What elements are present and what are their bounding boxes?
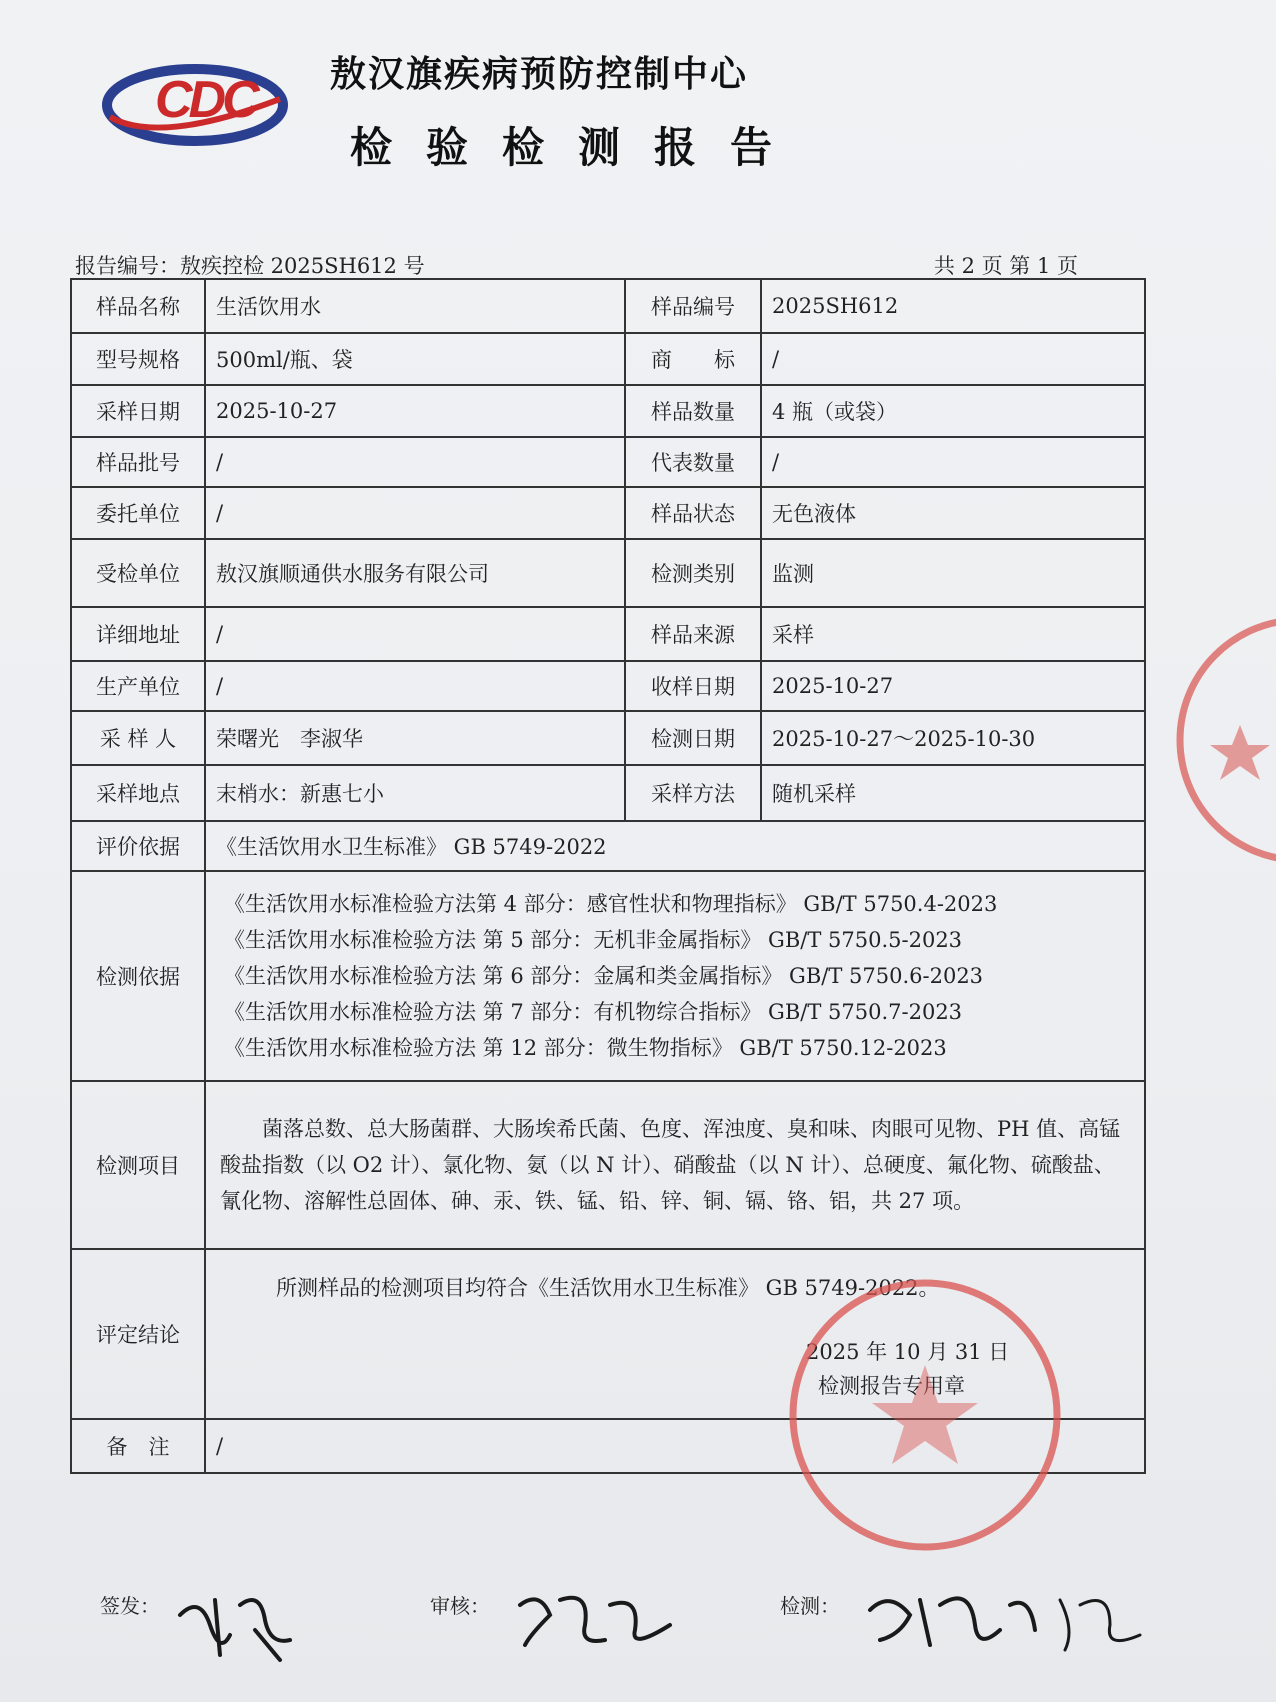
conclusion-text: 所测样品的检测项目均符合《生活饮用水卫生标准》 GB 5749-2022。 <box>276 1276 940 1300</box>
basis-line: 《生活饮用水标准检验方法 第 5 部分：无机非金属指标》 GB/T 5750.5-2023 <box>224 928 963 952</box>
field-label: 采样日期 <box>71 385 205 437</box>
field-label: 检测类别 <box>625 539 761 607</box>
field-label: 采样地点 <box>71 765 205 821</box>
field-label: 样品名称 <box>71 279 205 333</box>
items-value: 菌落总数、总大肠菌群、大肠埃希氏菌、色度、浑浊度、臭和味、肉眼可见物、PH 值、高锰酸盐指数（以 O2 计）、氯化物、氨（以 N 计）、硝酸盐（以 N 计）、总硬度、氟化物、硫酸盐、氰化物、溶解性总固体、砷、汞、铁、锰、铅、锌、铜、镉、铬、铝，共 27 项。 <box>205 1081 1145 1249</box>
field-value: / <box>205 661 625 711</box>
field-value: 2025-10-27 <box>761 661 1145 711</box>
info-row <box>71 279 1145 333</box>
reviewer-signature <box>510 1585 680 1655</box>
field-value: 4 瓶（或袋） <box>761 385 1145 437</box>
basis-line: 《生活饮用水标准检验方法 第 12 部分：微生物指标》 GB/T 5750.12-2023 <box>224 1036 947 1060</box>
evaluation-value: 《生活饮用水卫生标准》 GB 5749-2022 <box>205 821 1145 871</box>
field-value: 2025-10-27 <box>205 385 625 437</box>
field-label: 收样日期 <box>625 661 761 711</box>
field-label: 受检单位 <box>71 539 205 607</box>
issuer-signature <box>170 1585 310 1665</box>
report-title: 检验检测报告 <box>350 123 807 172</box>
field-value: 监测 <box>761 539 1145 607</box>
svg-text:CDC: CDC <box>155 71 256 129</box>
field-label: 样品批号 <box>71 437 205 487</box>
items-label: 检测项目 <box>71 1081 205 1249</box>
basis-line: 《生活饮用水标准检验方法 第 6 部分：金属和类金属指标》 GB/T 5750.6-2023 <box>224 964 984 988</box>
info-row <box>71 539 1145 607</box>
field-value: 2025-10-27～2025-10-30 <box>761 711 1145 765</box>
page-count: 共 2 页 第 1 页 <box>933 254 1078 278</box>
issue-label: 签发： <box>100 1594 160 1618</box>
field-value: 2025SH612 <box>761 279 1145 333</box>
basis-line: 《生活饮用水标准检验方法 第 7 部分：有机物综合指标》 GB/T 5750.7-2023 <box>224 1000 963 1024</box>
field-label: 委托单位 <box>71 487 205 539</box>
field-label: 采样方法 <box>625 765 761 821</box>
items-row <box>71 1081 1145 1249</box>
conclusion-date: 2025 年 10 月 31 日 <box>806 1340 1010 1364</box>
report-number: 报告编号：敖疾控检 2025SH612 号 <box>75 254 425 278</box>
seal-label: 检测报告专用章 <box>818 1374 965 1398</box>
field-label: 样品来源 <box>625 607 761 661</box>
info-row <box>71 333 1145 385</box>
field-label: 采 样 人 <box>71 711 205 765</box>
remarks-label: 备 注 <box>71 1419 205 1473</box>
info-row <box>71 607 1145 661</box>
field-value: 末梢水：新惠七小 <box>205 765 625 821</box>
field-value: 生活饮用水 <box>205 279 625 333</box>
field-value: / <box>205 607 625 661</box>
field-label: 详细地址 <box>71 607 205 661</box>
basis-label: 检测依据 <box>71 871 205 1081</box>
field-value: / <box>205 437 625 487</box>
field-value: 500ml/瓶、袋 <box>205 333 625 385</box>
info-row <box>71 711 1145 765</box>
field-value: 采样 <box>761 607 1145 661</box>
field-label: 商 标 <box>625 333 761 385</box>
field-label: 代表数量 <box>625 437 761 487</box>
field-value: 无色液体 <box>761 487 1145 539</box>
official-seal <box>780 1270 1070 1560</box>
evaluation-label: 评价依据 <box>71 821 205 871</box>
basis-line: 《生活饮用水标准检验方法第 4 部分：感官性状和物理指标》 GB/T 5750.4-2023 <box>224 892 998 916</box>
edge-seal <box>1170 590 1276 890</box>
field-value: 随机采样 <box>761 765 1145 821</box>
evaluation-row <box>71 821 1145 871</box>
tester-signatures <box>860 1580 1150 1660</box>
field-value: 荣曙光 李淑华 <box>205 711 625 765</box>
field-label: 生产单位 <box>71 661 205 711</box>
basis-row <box>71 871 1145 1081</box>
field-value: / <box>761 333 1145 385</box>
field-label: 样品状态 <box>625 487 761 539</box>
info-row <box>71 661 1145 711</box>
conclusion-label: 评定结论 <box>71 1249 205 1419</box>
info-row <box>71 487 1145 539</box>
field-label: 样品数量 <box>625 385 761 437</box>
field-value: / <box>761 437 1145 487</box>
cdc-logo <box>100 55 290 150</box>
field-label: 样品编号 <box>625 279 761 333</box>
info-row <box>71 385 1145 437</box>
test-label: 检测： <box>780 1594 840 1618</box>
remarks-value: / <box>205 1419 1145 1473</box>
field-label: 型号规格 <box>71 333 205 385</box>
field-value: 敖汉旗顺通供水服务有限公司 <box>205 539 625 607</box>
info-row <box>71 437 1145 487</box>
review-label: 审核： <box>430 1594 490 1618</box>
field-label: 检测日期 <box>625 711 761 765</box>
info-row <box>71 765 1145 821</box>
organization-name: 敖汉旗疾病预防控制中心 <box>330 54 749 95</box>
field-value: / <box>205 487 625 539</box>
